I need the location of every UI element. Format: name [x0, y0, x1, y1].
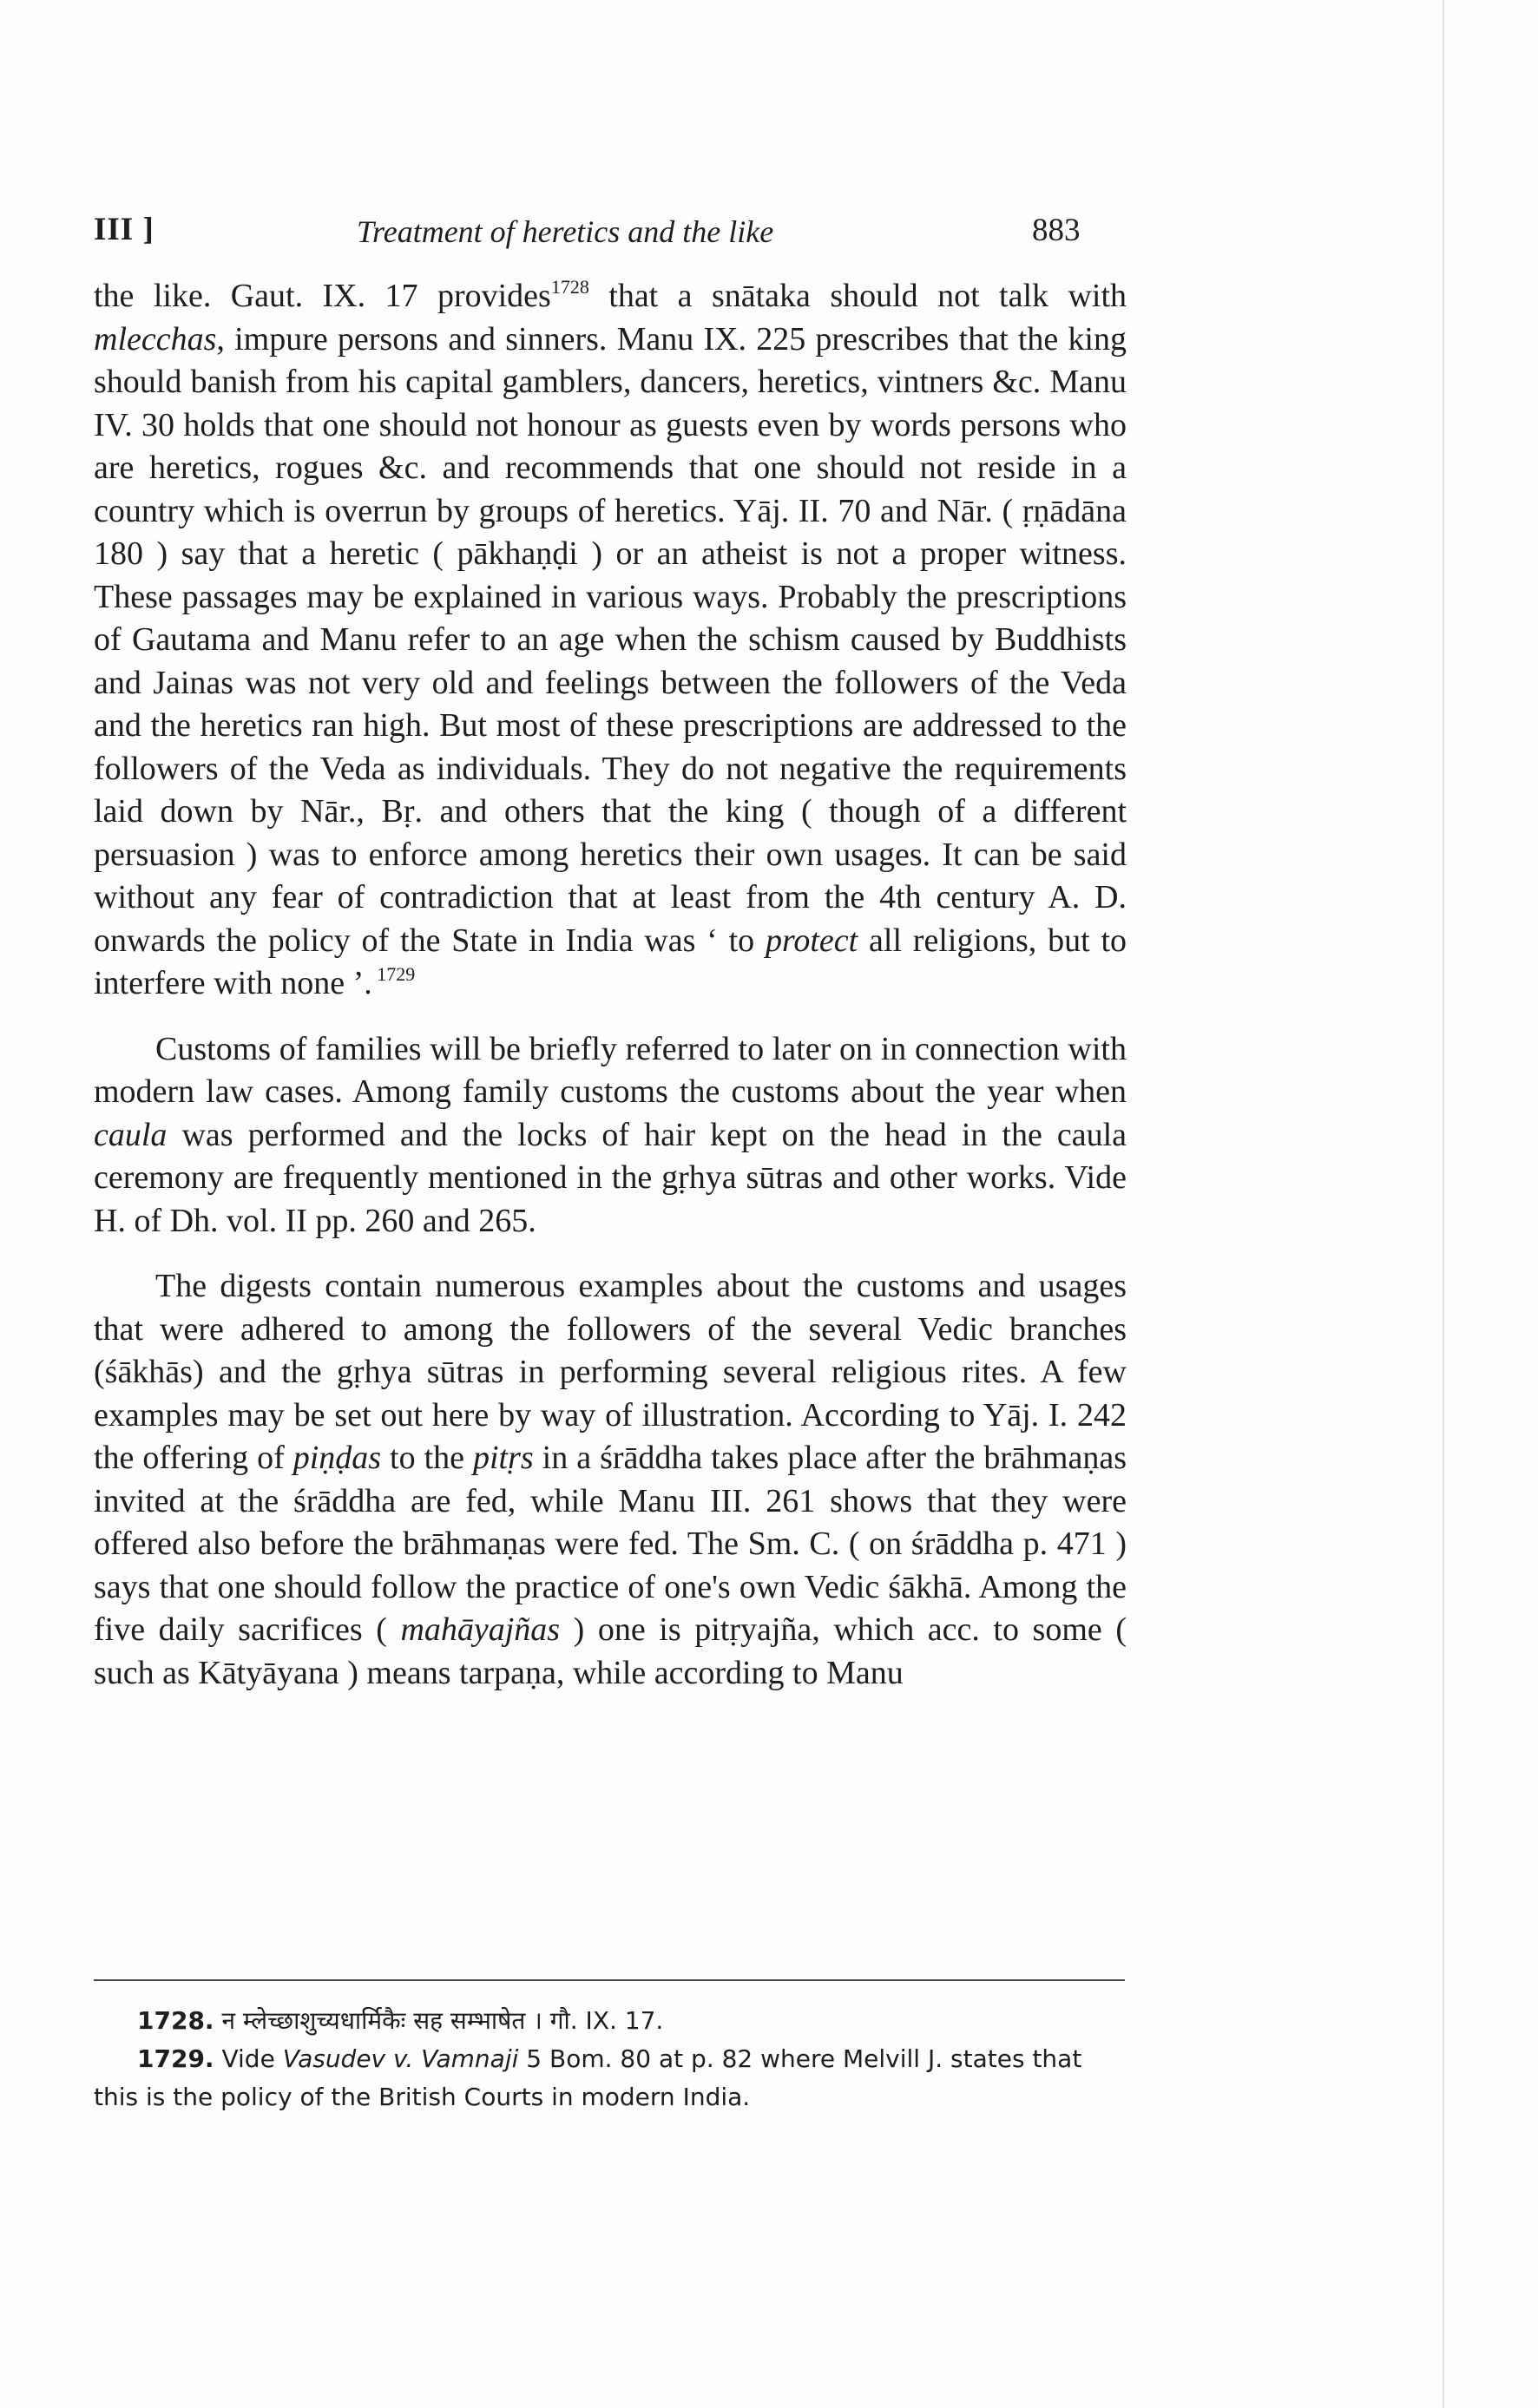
text-run: न म्लेच्छाशुच्यधार्मिकैः सह सम्भाषेत । गौ. IX. 17. — [214, 2006, 664, 2035]
text-run: ) one is pitṛyajña, which acc. to some ( such as Kātyāyana ) means tarpaṇa, while according to Manu — [94, 1611, 1127, 1691]
text-run: was performed and the locks of hair kept on the head in the caula ceremony are frequently mentioned in the gṛhya sūtras and other works. Vide H. of Dh. vol. II pp. 260 and 265. — [94, 1116, 1127, 1239]
running-title: Treatment of heretics and the like — [357, 214, 774, 249]
footnote — [94, 2002, 1127, 2040]
paragraph — [94, 1028, 1127, 1243]
text-run: , impure persons and sinners. Manu IX. 225 prescribes that the king should banish from his capital gamblers, dancers, heretics, vintners &c. Manu IV. 30 holds that one should not honour as guests even by words persons who are heretics, rogues &c. and recommends that one should not reside in a country which is overrun by groups of heretics. Yāj. II. 70 and Nār. ( ṛṇādāna 180 ) say that a heretic ( pākhaṇḍi ) or an atheist is not a proper witness. These passages may be explained in various ways. Probably the prescriptions of Gautama and Manu refer to an age when the schism caused by Buddhists and Jainas was not very old and feelings between the followers of the Veda and the heretics ran high. But most of these prescriptions are addressed to the followers of the Veda as individuals. They do not negative the requirements laid down by Nār., Bṛ. and others that the king ( though of a different persuasion ) was to enforce among heretics their own usages. It can be said without any fear of contradiction that at least from the 4th century A. D. onwards the policy of the State in India was ‘ to — [94, 320, 1127, 959]
text-run: The digests contain numerous examples about the customs and usages that were adhered to among the followers of the several Vedic branches (śākhās) and the gṛhya sūtras in performing several religious rites. A few examples may be set out here by way of illustration. According to Yāj. I. 242 the offering of — [94, 1268, 1127, 1476]
paragraph — [94, 275, 1127, 1006]
italic-term: Vasudev v. Vamnaji — [282, 2044, 519, 2073]
footnote-ref: 1729 — [371, 963, 416, 985]
text-run: the like. Gaut. IX. 17 provides — [94, 278, 551, 314]
text-run: Vide — [214, 2044, 283, 2073]
italic-term: pitṛs — [473, 1440, 534, 1476]
italic-term: protect — [765, 922, 858, 959]
italic-term: mlecchas — [94, 320, 217, 358]
body-text — [94, 275, 1127, 1695]
footnote — [94, 2040, 1127, 2116]
italic-term: mahāyajñas — [400, 1611, 561, 1648]
footnote-number: 1728. — [137, 2006, 214, 2035]
paragraph — [94, 1265, 1127, 1695]
footnotes — [94, 2002, 1127, 2116]
text-run: to the — [381, 1440, 473, 1476]
page-number: 883 — [1032, 213, 1081, 248]
italic-term: caula — [94, 1116, 168, 1153]
text-run: all religions, but to interfere with none ’. — [94, 922, 1127, 1001]
text-run: that a snātaka should not talk with — [588, 278, 1127, 314]
chapter-marker: III ] — [94, 212, 154, 247]
italic-term: piṇḍas — [292, 1440, 382, 1476]
footnote-ref: 1728 — [550, 276, 589, 298]
footnote-rule — [94, 1979, 1125, 1981]
footnote-number: 1729. — [137, 2044, 214, 2073]
text-run: in a śrāddha takes place after the brāhmaṇas invited at the śrāddha are fed, while Manu III. 261 shows that they were offered also before the brāhmaṇas were fed. The Sm. C. ( on śrāddha p. 471 ) says that one should follow the practice of one's own Vedic śākhā. Among the five daily sacrifices ( — [94, 1440, 1127, 1648]
page-edge-line — [1443, 0, 1444, 2408]
text-run: Customs of families will be briefly referred to later on in connection with modern law cases. Among family customs the customs about the year when — [94, 1030, 1127, 1110]
text-run: 5 Bom. 80 at p. 82 where Melvill J. states that this is the policy of the British Courts in modern India. — [94, 2044, 1082, 2111]
running-header — [94, 211, 1135, 263]
